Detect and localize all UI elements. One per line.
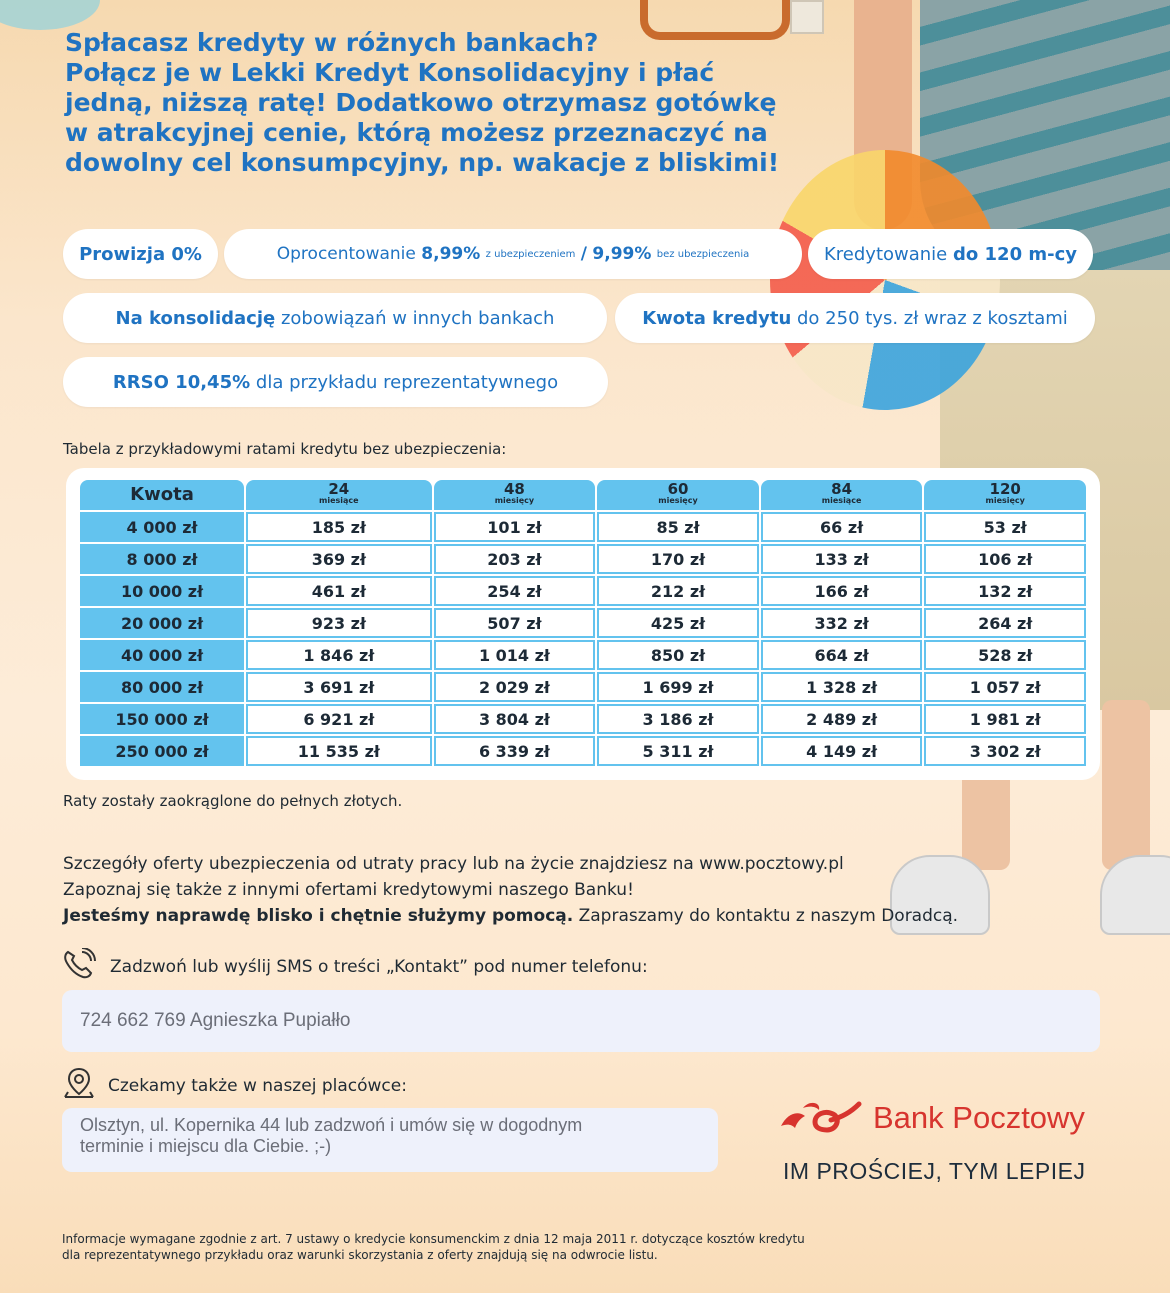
bank-pocztowy-logo-icon (775, 1096, 863, 1140)
row-amount: 4 000 zł (80, 512, 244, 542)
leg-decoration (1102, 700, 1150, 870)
table-row (80, 576, 1086, 606)
beach-ball-decoration (770, 150, 1000, 410)
shoe-decoration (1100, 855, 1170, 935)
header-period (924, 480, 1086, 510)
rate-cell: 132 zł (924, 576, 1086, 606)
rate-cell: 66 zł (761, 512, 923, 542)
info-bold: Jesteśmy naprawdę blisko i chętnie służymy pomocą. (63, 906, 574, 926)
row-amount: 80 000 zł (80, 672, 244, 702)
rate-cell: 1 014 zł (434, 640, 596, 670)
info-line: Szczegóły oferty ubezpieczenia od utraty pracy lub na życie znajdziesz na www.pocztowy.pl (63, 854, 844, 874)
pill-kwota-kredytu (615, 293, 1095, 343)
branch-label: Czekamy także w naszej placówce: (108, 1075, 407, 1096)
period-unit: miesięcy (658, 496, 698, 505)
rate-cell: 369 zł (246, 544, 432, 574)
info-line: Zapoznaj się także z innymi ofertami kredytowymi naszego Banku! (63, 880, 634, 900)
table-row (80, 512, 1086, 542)
headline-line: Połącz je w Lekki Kredyt Konsolidacyjny i płać (65, 58, 715, 87)
rate-cell: 6 921 zł (246, 704, 432, 734)
period-unit: miesiące (821, 496, 862, 505)
rate-cell: 11 535 zł (246, 736, 432, 766)
phone-icon (62, 948, 98, 985)
rounding-note: Raty zostały zaokrąglone do pełnych złotych. (63, 792, 403, 810)
row-amount: 40 000 zł (80, 640, 244, 670)
table-body (80, 512, 1086, 766)
headline (65, 28, 785, 178)
kredyt-value: do 120 m-cy (953, 243, 1077, 265)
rate-cell: 101 zł (434, 512, 596, 542)
konsol-bold: Na konsolidację (115, 307, 276, 329)
rate-cell: 1 057 zł (924, 672, 1086, 702)
cup-decoration (790, 0, 824, 34)
period-unit: miesiące (319, 496, 359, 505)
pill-kredytowanie (808, 229, 1093, 279)
branch-line: terminie i miejscu dla Ciebie. ;-) (80, 1136, 332, 1156)
pill-konsolidacja (63, 293, 607, 343)
call-label: Zadzwoń lub wyślij SMS o treści „Kontakt” pod numer telefonu: (110, 956, 648, 977)
rate-cell: 1 699 zł (597, 672, 759, 702)
period-number: 48 (503, 480, 525, 498)
rate-cell: 1 981 zł (924, 704, 1086, 734)
rates-table (78, 478, 1088, 768)
table-row (80, 608, 1086, 638)
table-row (80, 736, 1086, 766)
info-rest: Zapraszamy do kontaktu z naszym Doradcą. (578, 906, 959, 926)
rate-cell: 664 zł (761, 640, 923, 670)
rate-cell: 85 zł (597, 512, 759, 542)
table-row (80, 704, 1086, 734)
rates-table-card (66, 468, 1100, 780)
period-number: 120 (989, 480, 1021, 498)
header-kwota: Kwota (80, 480, 244, 510)
rate-cell: 53 zł (924, 512, 1086, 542)
rate-cell: 133 zł (761, 544, 923, 574)
bank-logo (775, 1096, 1085, 1140)
table-header-row (80, 480, 1086, 510)
rate-cell: 203 zł (434, 544, 596, 574)
pill-prowizja-text: Prowizja 0% (79, 243, 202, 265)
rate-cell: 185 zł (246, 512, 432, 542)
rate-cell: 3 302 zł (924, 736, 1086, 766)
kredyt-label: Kredytowanie (823, 243, 948, 265)
oproc-rate-2: 9,99% (592, 244, 652, 264)
oproc-label: Oprocentowanie (276, 244, 416, 264)
legal-footnote (62, 1231, 1022, 1263)
phone-field (62, 990, 1100, 1052)
period-number: 84 (831, 480, 853, 498)
konsol-rest: zobowiązań w innych bankach (280, 307, 555, 329)
rate-cell: 461 zł (246, 576, 432, 606)
header-period (761, 480, 923, 510)
table-row (80, 640, 1086, 670)
oproc-note-2: bez ubezpieczenia (656, 248, 750, 260)
row-amount: 20 000 zł (80, 608, 244, 638)
bank-name: Bank Pocztowy (873, 1100, 1085, 1135)
call-row (62, 948, 648, 985)
branch-line: Olsztyn, ul. Kopernika 44 lub zadzwoń i umów się w dogodnym (80, 1115, 583, 1135)
rate-cell: 1 328 zł (761, 672, 923, 702)
rate-cell: 6 339 zł (434, 736, 596, 766)
headline-line: Spłacasz kredyty w różnych bankach? (65, 28, 599, 57)
sea-wave-decoration (0, 0, 100, 30)
rrso-rest: dla przykładu reprezentatywnego (255, 371, 559, 393)
rate-cell: 170 zł (597, 544, 759, 574)
kwota-bold: Kwota kredytu (642, 307, 792, 329)
rate-cell: 332 zł (761, 608, 923, 638)
pill-oprocentowanie (224, 229, 802, 279)
row-amount: 150 000 zł (80, 704, 244, 734)
rate-cell: 2 489 zł (761, 704, 923, 734)
rate-cell: 106 zł (924, 544, 1086, 574)
legal-line: dla reprezentatywnego przykładu oraz warunki skorzystania z oferty znajdują się na odwrocie listu. (62, 1248, 658, 1262)
pill-rrso (63, 357, 608, 407)
rate-cell: 4 149 zł (761, 736, 923, 766)
branch-address-field (62, 1108, 718, 1172)
table-row (80, 544, 1086, 574)
period-number: 24 (328, 480, 350, 498)
header-period (246, 480, 432, 510)
location-pin-icon (62, 1066, 96, 1105)
oproc-rate-1: 8,99% (421, 244, 481, 264)
period-number: 60 (667, 480, 689, 498)
legal-line: Informacje wymagane zgodnie z art. 7 ustawy o kredycie konsumenckim z dnia 12 maja 2011 r. dotyczące kosztów kredytu (62, 1232, 805, 1246)
headline-line: dowolny cel konsumpcyjny, np. wakacje z bliskimi! (65, 148, 780, 177)
rate-cell: 254 zł (434, 576, 596, 606)
headline-line: jedną, niższą ratę! Dodatkowo otrzymasz gotówkę (65, 88, 777, 117)
rate-cell: 3 691 zł (246, 672, 432, 702)
rate-cell: 3 804 zł (434, 704, 596, 734)
offer-info (63, 851, 958, 929)
rate-cell: 2 029 zł (434, 672, 596, 702)
kwota-rest: do 250 tys. zł wraz z kosztami (797, 307, 1068, 329)
rate-cell: 166 zł (761, 576, 923, 606)
rate-cell: 5 311 zł (597, 736, 759, 766)
rate-cell: 923 zł (246, 608, 432, 638)
row-amount: 10 000 zł (80, 576, 244, 606)
rate-cell: 850 zł (597, 640, 759, 670)
period-unit: miesięcy (985, 496, 1025, 505)
oproc-note-1: z ubezpieczeniem (485, 248, 576, 260)
header-period (434, 480, 596, 510)
table-caption: Tabela z przykładowymi ratami kredytu bez ubezpieczenia: (63, 440, 507, 458)
pill-prowizja (63, 229, 218, 279)
row-amount: 250 000 zł (80, 736, 244, 766)
table-row (80, 672, 1086, 702)
rate-cell: 507 zł (434, 608, 596, 638)
row-amount: 8 000 zł (80, 544, 244, 574)
period-unit: miesięcy (494, 496, 535, 505)
oproc-sep: / (580, 244, 587, 264)
rrso-bold: RRSO 10,45% (112, 371, 251, 393)
info-line (63, 903, 958, 929)
branch-row (62, 1066, 407, 1105)
rate-cell: 528 zł (924, 640, 1086, 670)
rate-cell: 1 846 zł (246, 640, 432, 670)
headline-line: w atrakcyjnej cenie, którą możesz przeznaczyć na (65, 118, 768, 147)
bank-slogan: IM PROŚCIEJ, TYM LEPIEJ (783, 1158, 1086, 1184)
rate-cell: 425 zł (597, 608, 759, 638)
rate-cell: 212 zł (597, 576, 759, 606)
rate-cell: 264 zł (924, 608, 1086, 638)
header-period (597, 480, 759, 510)
rate-cell: 3 186 zł (597, 704, 759, 734)
phone-value: 724 662 769 Agnieszka Pupiałło (80, 1010, 351, 1031)
